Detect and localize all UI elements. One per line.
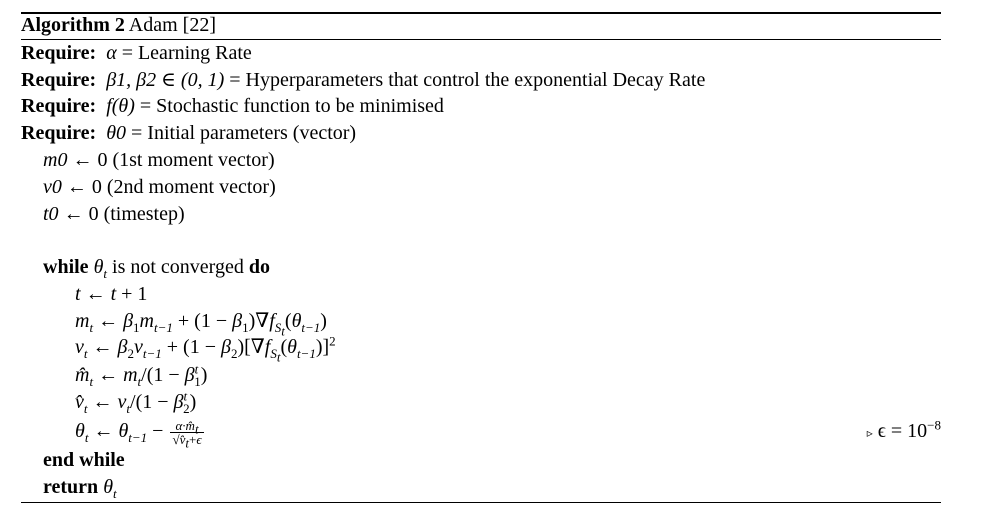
- update-v: $v_t$ ← $\beta_2v_{t-1} + (1 - \beta_2)[\nabla f_{S_t}(\theta_{t-1})]^2$: [75, 333, 336, 365]
- end-while-line: [43, 447, 125, 473]
- require-text: = Hyperparameters that control the exponential Decay Rate: [224, 69, 706, 91]
- require-symbol: α: [106, 42, 117, 64]
- require-symbol: f(θ): [106, 95, 135, 117]
- update-theta: $\theta_t$ ← $\theta_{t-1}$ − $\frac{\alpha\cdot m̂_t}{√v̂_t+\epsilon}$: [75, 417, 202, 451]
- comment-triangle-icon: ▹: [866, 426, 873, 440]
- require-symbol: θ0: [106, 122, 127, 144]
- init-text: 0 (1st moment vector): [97, 149, 275, 171]
- init-var: t0: [43, 203, 59, 225]
- require-line-3: [21, 93, 444, 119]
- do-keyword: do: [248, 256, 270, 278]
- init-var: v0: [43, 176, 62, 198]
- update-m: $m_t$ ← $\beta_1m_{t-1} + (1 - \beta_1)\nabla f_{S_t}(\theta_{t-1})$: [75, 310, 327, 339]
- comment-exponent: −8: [927, 417, 941, 433]
- require-text: = Initial parameters (vector): [126, 122, 357, 144]
- init-text: 0 (2nd moment vector): [91, 176, 276, 198]
- comment-text: ϵ = 10: [877, 420, 928, 442]
- epsilon-comment: [867, 418, 941, 446]
- require-keyword: Require:: [21, 42, 97, 64]
- update-v-hat: $v̂_t$ ← $v_t/(1 - \beta^t_2)$: [75, 388, 197, 416]
- require-line-2: [21, 67, 705, 93]
- while-line: [43, 254, 270, 280]
- require-keyword: Require:: [21, 69, 97, 91]
- init-text: 0 (timestep): [88, 203, 185, 225]
- algorithm-title: Adam [22]: [128, 14, 216, 36]
- require-line-4: [21, 120, 356, 146]
- init-line-v0: v0 ← 0 (2nd moment vector): [43, 176, 276, 198]
- return-theta: $\theta_t$: [103, 476, 117, 501]
- return-line: [43, 474, 117, 500]
- require-line-1: [21, 40, 252, 66]
- bottom-rule: [21, 502, 941, 503]
- require-symbol: β1, β2 ∈ (0, 1): [106, 69, 225, 91]
- update-fraction: $\frac{\alpha\cdot m̂_t}{√v̂_t+\epsilon}$: [172, 417, 202, 451]
- require-keyword: Require:: [21, 95, 97, 117]
- return-keyword: return: [43, 476, 99, 498]
- theta-t: $\theta_t$: [93, 256, 108, 281]
- require-text: = Learning Rate: [116, 42, 252, 64]
- while-keyword: while: [43, 256, 89, 278]
- end-while-keyword: end while: [43, 449, 125, 471]
- require-text: = Stochastic function to be minimised: [134, 95, 444, 117]
- update-t: t ← t + 1: [75, 283, 148, 305]
- while-condition: is not converged: [112, 256, 244, 278]
- init-var: m0: [43, 149, 68, 171]
- update-m-hat: $m̂_t$ ← $m_t/(1 - \beta^t_1)$: [75, 361, 208, 389]
- init-line-m0: m0 ← 0 (1st moment vector): [43, 149, 275, 171]
- require-keyword: Require:: [21, 122, 97, 144]
- algorithm-label: Algorithm 2: [21, 14, 125, 36]
- algorithm-header: [21, 12, 216, 38]
- init-line-t0: t0 ← 0 (timestep): [43, 203, 185, 225]
